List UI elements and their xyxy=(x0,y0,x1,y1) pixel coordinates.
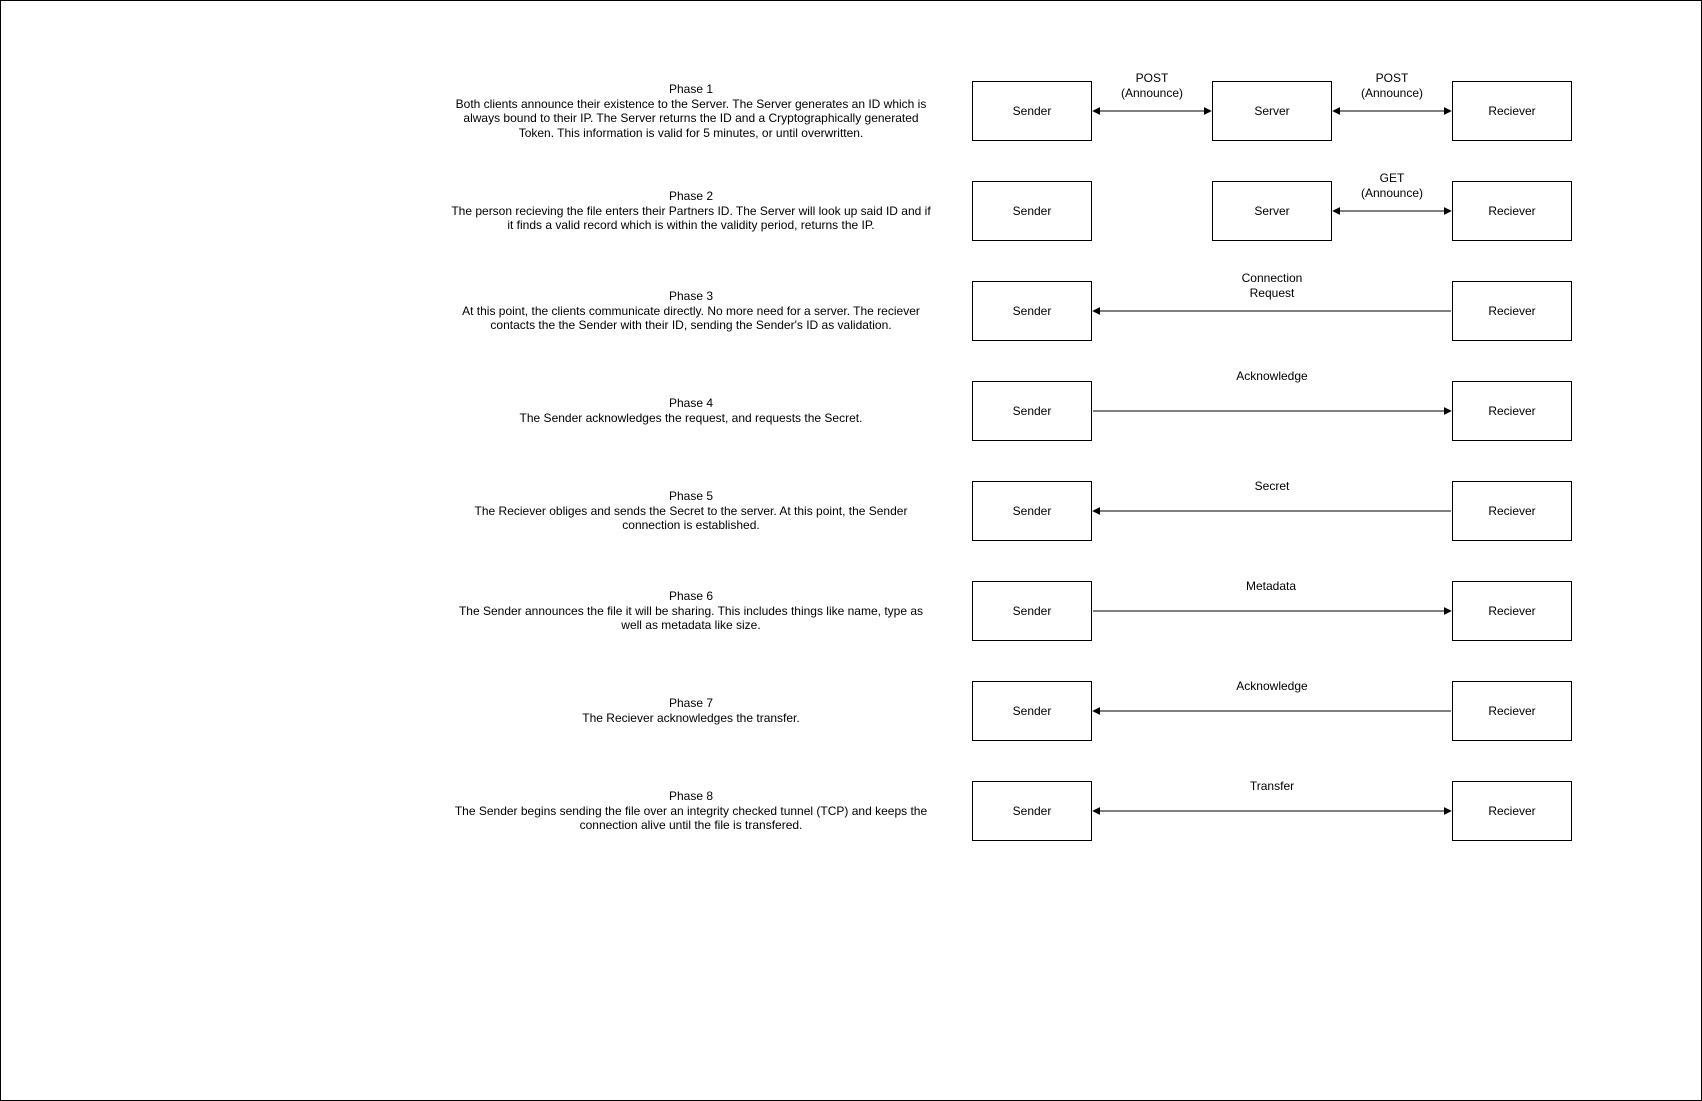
node-label: Reciever xyxy=(1488,504,1536,518)
phase-4-title: Phase 4 xyxy=(668,396,714,410)
phase-4-description: The Sender acknowledges the request, and requests the Secret. xyxy=(519,410,863,425)
phase-8-edge-label xyxy=(1212,779,1332,794)
phase-4-reciever-node xyxy=(1452,381,1572,441)
phase-5-edge-label xyxy=(1212,479,1332,494)
node-label: Reciever xyxy=(1488,304,1536,318)
phase-2-title: Phase 2 xyxy=(668,189,714,203)
phase-1-reciever-node xyxy=(1452,81,1572,141)
phase-5-description: The Reciever obliges and sends the Secret to the server. At this point, the Sender connection is established. xyxy=(474,503,908,532)
edge-label-line: Acknowledge xyxy=(1236,369,1308,383)
node-label: Sender xyxy=(1012,804,1052,818)
phase-5-sender-node xyxy=(972,481,1092,541)
edge-label-line: Acknowledge xyxy=(1236,679,1308,693)
phase-7-edge-label xyxy=(1212,679,1332,694)
node-label: Server xyxy=(1254,104,1290,118)
node-label: Reciever xyxy=(1488,404,1536,418)
edge-label-line: POST xyxy=(1375,71,1409,85)
phase-2-description: The person recieving the file enters their Partners ID. The Server will look up said ID and if it finds a valid record which is within the validity period, returns the IP. xyxy=(451,203,931,232)
edge-layer xyxy=(1,1,1701,1100)
phase-1-title: Phase 1 xyxy=(668,82,714,96)
phase-3-edge-label xyxy=(1212,271,1332,300)
node-label: Sender xyxy=(1012,304,1052,318)
phase-8-description: The Sender begins sending the file over an integrity checked tunnel (TCP) and keeps the connection alive until the file is transfered. xyxy=(454,803,928,832)
phase-8-sender-node xyxy=(972,781,1092,841)
edge-label-line: Request xyxy=(1249,285,1295,300)
phase-3-description: At this point, the clients communicate directly. No more need for a server. The reciever contacts the the Sender with their ID, sending the Sender's ID as validation. xyxy=(462,303,920,332)
phase-8-title: Phase 8 xyxy=(668,789,714,803)
node-label: Sender xyxy=(1012,404,1052,418)
node-label: Sender xyxy=(1012,704,1052,718)
phase-2-reciever-node xyxy=(1452,181,1572,241)
node-label: Reciever xyxy=(1488,204,1536,218)
edge-label-line: (Announce) xyxy=(1360,85,1424,100)
edge-label-line: (Announce) xyxy=(1120,85,1184,100)
phase-3-reciever-node xyxy=(1452,281,1572,341)
node-label: Sender xyxy=(1012,504,1052,518)
edge-label-line: Connection xyxy=(1241,271,1303,285)
phase-6-reciever-node xyxy=(1452,581,1572,641)
phase-3-title: Phase 3 xyxy=(668,289,714,303)
node-label: Reciever xyxy=(1488,804,1536,818)
edge-label-line: Secret xyxy=(1254,479,1290,493)
node-label: Server xyxy=(1254,204,1290,218)
node-label: Sender xyxy=(1012,104,1052,118)
edge-label-line: Metadata xyxy=(1245,579,1297,593)
phase-2-edge-label xyxy=(1332,171,1452,200)
phase-6-description: The Sender announces the file it will be sharing. This includes things like name, type as well as metadata like size. xyxy=(458,603,924,632)
edge-label-line: (Announce) xyxy=(1360,185,1424,200)
phase-2-sender-node xyxy=(972,181,1092,241)
node-label: Sender xyxy=(1012,204,1052,218)
phase-6-title: Phase 6 xyxy=(668,589,714,603)
node-label: Reciever xyxy=(1488,104,1536,118)
phase-4-edge-label xyxy=(1212,369,1332,384)
phase-1-edge-1-label xyxy=(1092,71,1212,100)
node-label: Reciever xyxy=(1488,704,1536,718)
phase-6-edge-label xyxy=(1211,579,1331,594)
phase-7-reciever-node xyxy=(1452,681,1572,741)
phase-1-sender-node xyxy=(972,81,1092,141)
phase-7-description: The Reciever acknowledges the transfer. xyxy=(582,710,800,725)
node-label: Sender xyxy=(1012,604,1052,618)
edge-label-line: POST xyxy=(1135,71,1169,85)
edge-label-line: GET xyxy=(1379,171,1405,185)
phase-6-sender-node xyxy=(972,581,1092,641)
phase-1-server-node xyxy=(1212,81,1332,141)
phase-3-sender-node xyxy=(972,281,1092,341)
phase-1-description: Both clients announce their existence to the Server. The Server generates an ID which is always bound to their IP. The Server returns the ID and a Cryptographically generated Token. This information is valid for 5 minutes, or until overwritten. xyxy=(455,96,927,140)
phase-5-reciever-node xyxy=(1452,481,1572,541)
phase-7-title: Phase 7 xyxy=(668,696,714,710)
phase-1-edge-2-label xyxy=(1332,71,1452,100)
phase-2-server-node xyxy=(1212,181,1332,241)
node-label: Reciever xyxy=(1488,604,1536,618)
edge-label-line: Transfer xyxy=(1249,779,1295,793)
phase-4-sender-node xyxy=(972,381,1092,441)
phase-8-reciever-node xyxy=(1452,781,1572,841)
phase-5-title: Phase 5 xyxy=(668,489,714,503)
phase-7-sender-node xyxy=(972,681,1092,741)
